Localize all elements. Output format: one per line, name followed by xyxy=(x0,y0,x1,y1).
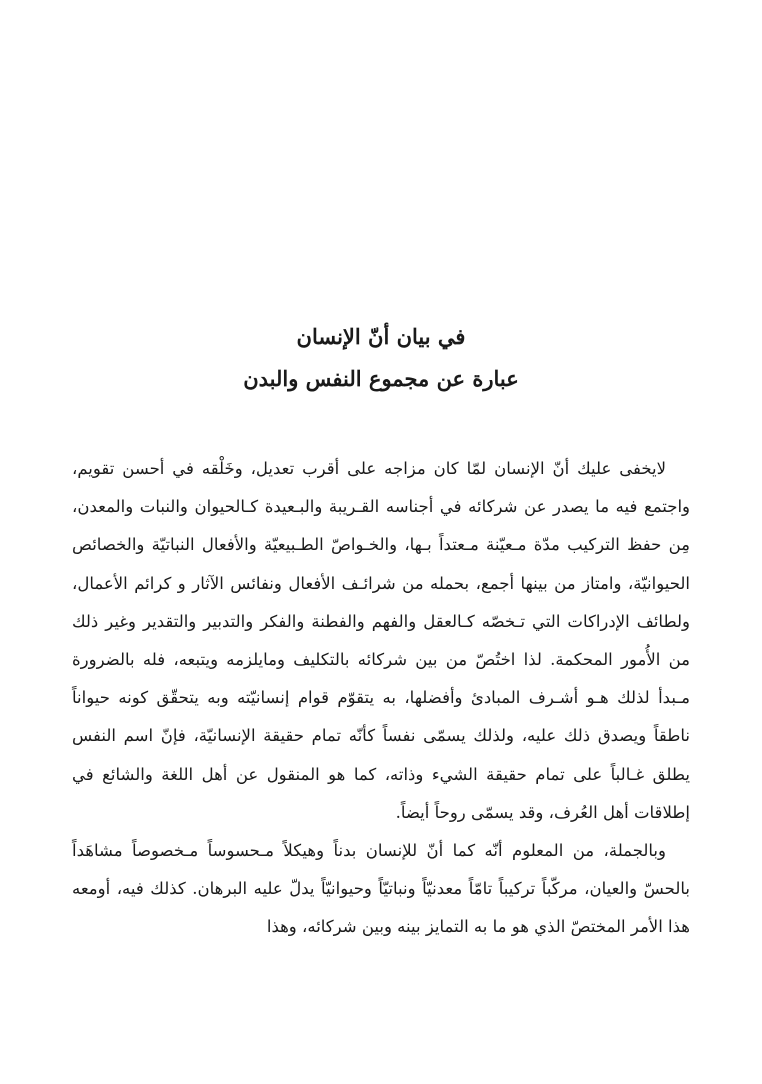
paragraph-1: لايخفى عليك أنّ الإنسان لمّا كان مزاجه على أقرب تعديل، وخَلْقه في أحسن تقويم، واجتمع فيه ما يصدر عن شركائه في أجناسه القـريبة والبـعيدة كـالحيوان والنبات والمعدن، مِن حفظ التركيب مدّة مـعيّنة مـعتداً بـها، والخـواصّ الطـبيعيّة والأفعال النباتيّة والخصائص الحيوانيّة، وامتاز من بينها أجمع، بحمله من شرائـف الأفعال ونفائس الآثار و كرائم الأعمال، ولطائف الإدراكات التي تـخصّه كـالعقل والفهم والفطنة والفكر والتدبير والتقدير وغير ذلك من الأُمور المحكمة. لذا اختُصّ من بين شركائه بالتكليف ومايلزمه ويتبعه، فله بالضرورة مـبدأ لذلك هـو أشـرف المبادئ وأفضلها، به يتقوّم قوام إنسانيّته وبه يتحقّق كونه حيواناً ناطقاً ويصدق ذلك عليه، ولذلك يسمّى نفساً كأنّه تمام حقيقة الإنسانيّة، فإنّ اسم النفس يطلق غـالباً على تمام حقيقة الشيء وذاته، كما هو المنقول عن أهل اللغة والشائع في إطلاقات أهل العُرف، وقد يسمّى روحاً أيضاً. xyxy=(72,459,690,822)
paragraph-2: وبالجملة، من المعلوم أنّه كما أنّ للإنسان بدناً وهيكلاً مـحسوساً مـخصوصاً مشاهَداً بالحسّ والعيان، مركّباً تركيباً تامّاً معدنيّاً ونباتيّاً وحيوانيّاً يدلّ عليه البرهان. كذلك فيه، أومعه هذا الأمر المختصّ الذي هو ما به التمايز بينه وبين شركائه، وهذا xyxy=(72,841,690,937)
heading-line-1: في بيان أنّ الإنسان xyxy=(296,324,466,349)
body-text xyxy=(72,450,690,947)
heading-line-2: عبارة عن مجموع النفس والبدن xyxy=(243,366,519,391)
section-heading xyxy=(0,316,762,400)
